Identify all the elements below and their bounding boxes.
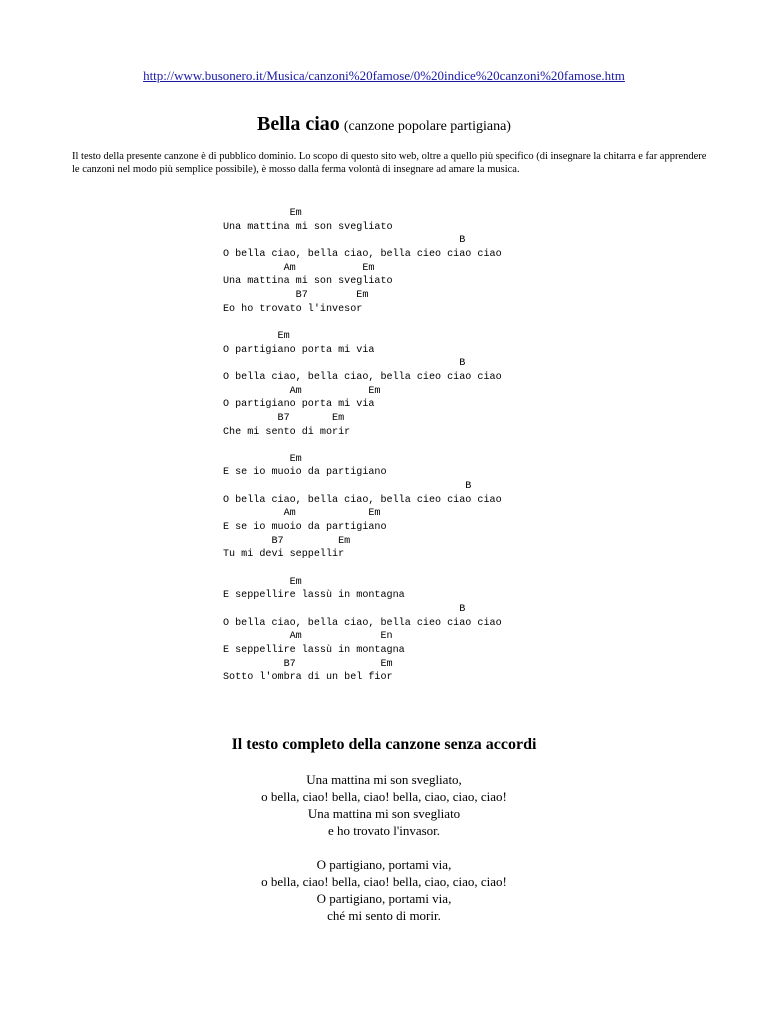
lyric-line: o bella, ciao! bella, ciao! bella, ciao, ciao, ciao! (261, 789, 507, 804)
lyric-line: O partigiano, portami via, (316, 857, 452, 872)
lyrics-heading: Il testo completo della canzone senza accordi (231, 736, 537, 753)
song-subtitle: (canzone popolare partigiana) (343, 119, 511, 134)
intro-paragraph: Il testo della presente canzone è di pubblico dominio. Lo scopo di questo sito web, oltre a quello più specifico (di insegnare la chitarra e far apprendere le canzoni nel modo più semplice possibile), è mosso dalla ferma volontà di insegnare ad amare la musica. (72, 151, 707, 175)
source-url-link[interactable]: http://www.busonero.it/Musica/canzoni%20famose/0%20indice%20canzoni%20famose.htm (143, 68, 625, 83)
lyric-line: Una mattina mi son svegliato (307, 806, 461, 821)
song-title-row (0, 113, 768, 136)
lyrics-block (0, 771, 768, 941)
lyrics-stanza (0, 771, 768, 839)
lyric-line: Una mattina mi son svegliato, (306, 772, 462, 787)
lyric-line: ché mi sento di morir. (327, 908, 441, 923)
song-title: Bella ciao (257, 113, 340, 135)
chord-sheet: Em Una mattina mi son svegliato B O bella ciao, bella ciao, bella cieo ciao ciao Am Em Una mattina mi son svegliato B7 Em Eo ho trovato l'invesor Em O partigiano porta mi via B O bella ciao, bella ciao, bella cieo ciao ciao Am Em O partigiano porta mi via B7 Em Che mi sento di morir Em E se io muoio da partigiano B O bella ciao, bella ciao, bella cieo ciao ciao Am Em E se io muoio da partigiano B7 Em Tu mi devi seppellir Em E seppellire lassù in montagna B O bella ciao, bella ciao, bella cieo ciao ciao Am En E seppellire lassù in montagna B7 Em Sotto l'ombra di un bel fior (223, 208, 502, 684)
lyric-line: o bella, ciao! bella, ciao! bella, ciao, ciao, ciao! (261, 874, 507, 889)
lyrics-stanza (0, 856, 768, 924)
lyric-line: O partigiano, portami via, (316, 891, 452, 906)
lyric-line: e ho trovato l'invasor. (327, 823, 441, 838)
